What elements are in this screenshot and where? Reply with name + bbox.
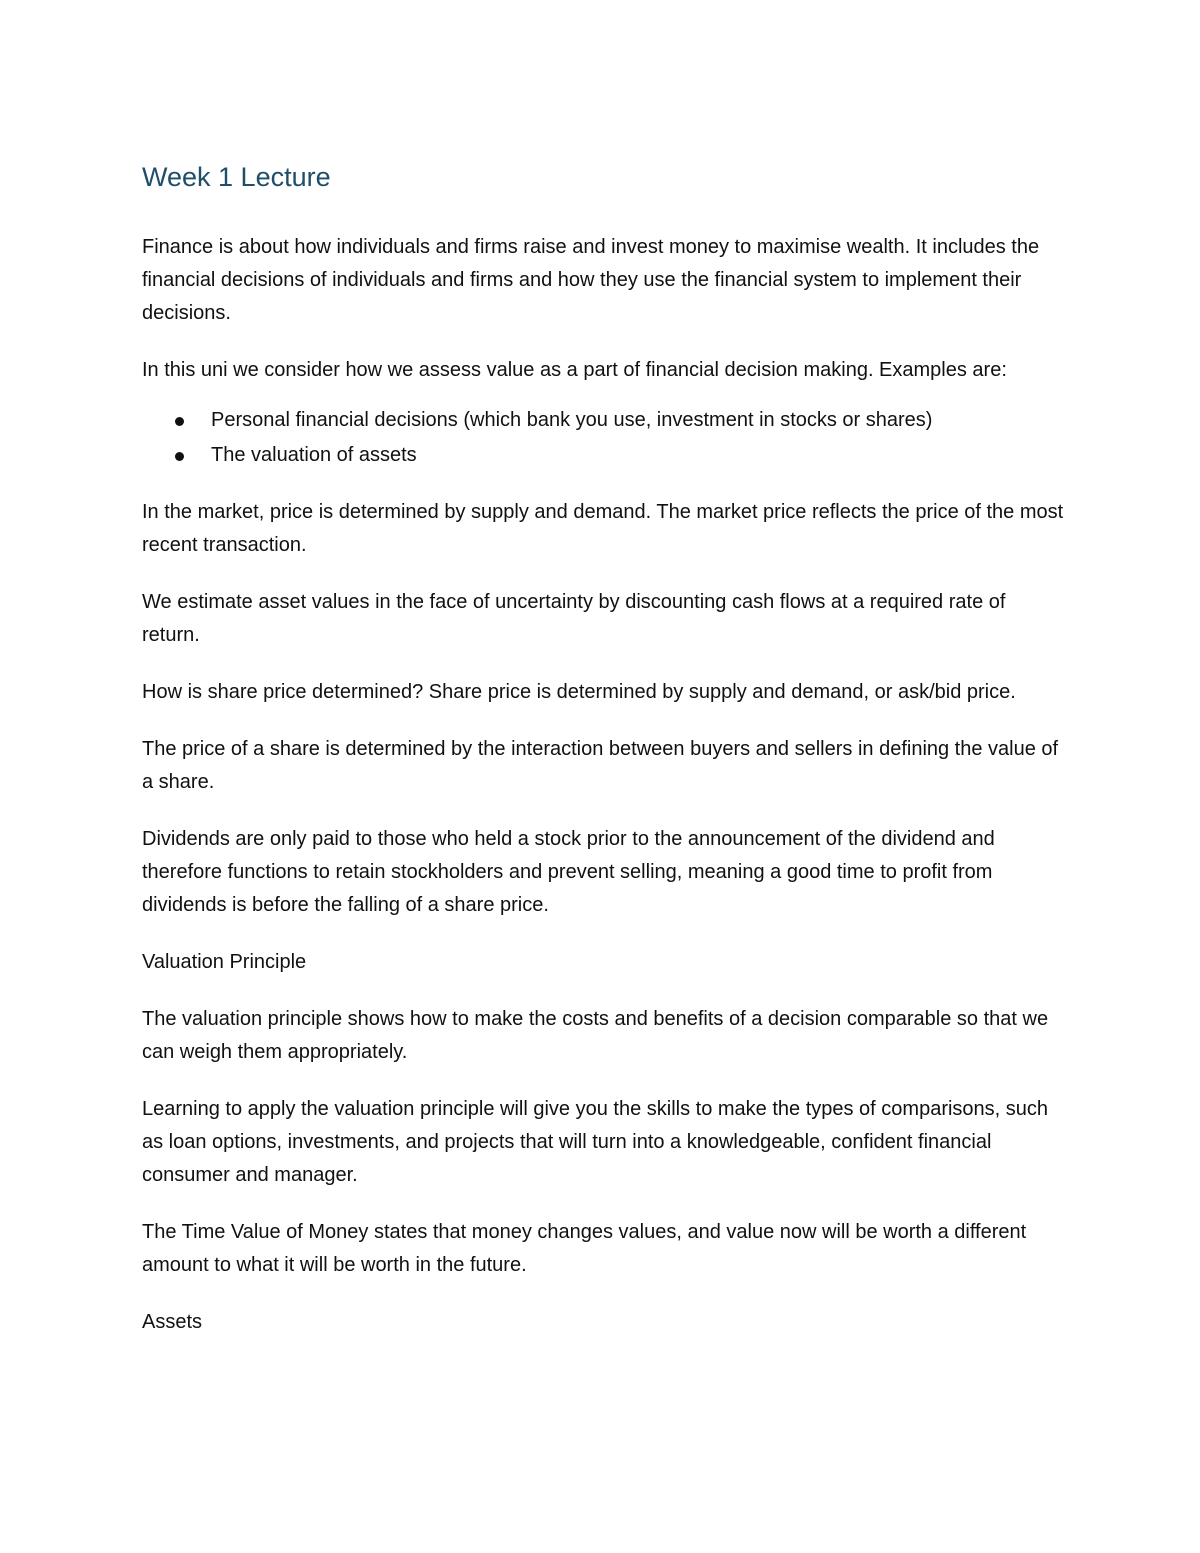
paragraph-dividends: Dividends are only paid to those who held a stock prior to the announcement of the dividend and therefore functions to retain stockholders and prevent selling, meaning a good time to profit from dividends is before the falling of a share price. <box>142 828 995 916</box>
section-heading-assets: Assets <box>142 1311 203 1333</box>
list-item-text: Personal financial decisions (which bank you use, investment in stocks or shares) <box>211 409 933 431</box>
bullet-icon <box>175 452 184 461</box>
paragraph-learning-valuation: Learning to apply the valuation principle will give you the skills to make the types of comparisons, such as loan options, investments, and projects that will turn into a knowledgeable, confident financial consumer and manager. <box>142 1098 1049 1186</box>
section-heading-valuation-principle: Valuation Principle <box>142 951 307 973</box>
paragraph-uni-value-assessment: In this uni we consider how we assess value as a part of financial decision making. Examples are: <box>142 359 1007 381</box>
document-page <box>142 155 1067 1363</box>
examples-bullet-list <box>142 403 1067 473</box>
document-title: Week 1 Lecture <box>142 162 331 192</box>
paragraph-asset-values: We estimate asset values in the face of uncertainty by discounting cash flows at a required rate of return. <box>142 591 1006 646</box>
paragraph-valuation-principle: The valuation principle shows how to make the costs and benefits of a decision comparable so that we can weigh them appropriately. <box>142 1008 1049 1063</box>
bullet-icon <box>175 417 184 426</box>
paragraph-finance-definition: Finance is about how individuals and firms raise and invest money to maximise wealth. It includes the financial decisions of individuals and firms and how they use the financial system to implement their decisions. <box>142 236 1040 324</box>
list-item-text: The valuation of assets <box>211 444 417 466</box>
paragraph-market-price: In the market, price is determined by supply and demand. The market price reflects the price of the most recent transaction. <box>142 501 1064 556</box>
paragraph-share-price-interaction: The price of a share is determined by the interaction between buyers and sellers in defining the value of a share. <box>142 738 1059 793</box>
paragraph-time-value-of-money: The Time Value of Money states that money changes values, and value now will be worth a different amount to what it will be worth in the future. <box>142 1221 1027 1276</box>
list-item <box>142 403 1067 438</box>
list-item <box>142 438 1067 473</box>
paragraph-share-price-question: How is share price determined? Share price is determined by supply and demand, or ask/bid price. <box>142 681 1016 703</box>
